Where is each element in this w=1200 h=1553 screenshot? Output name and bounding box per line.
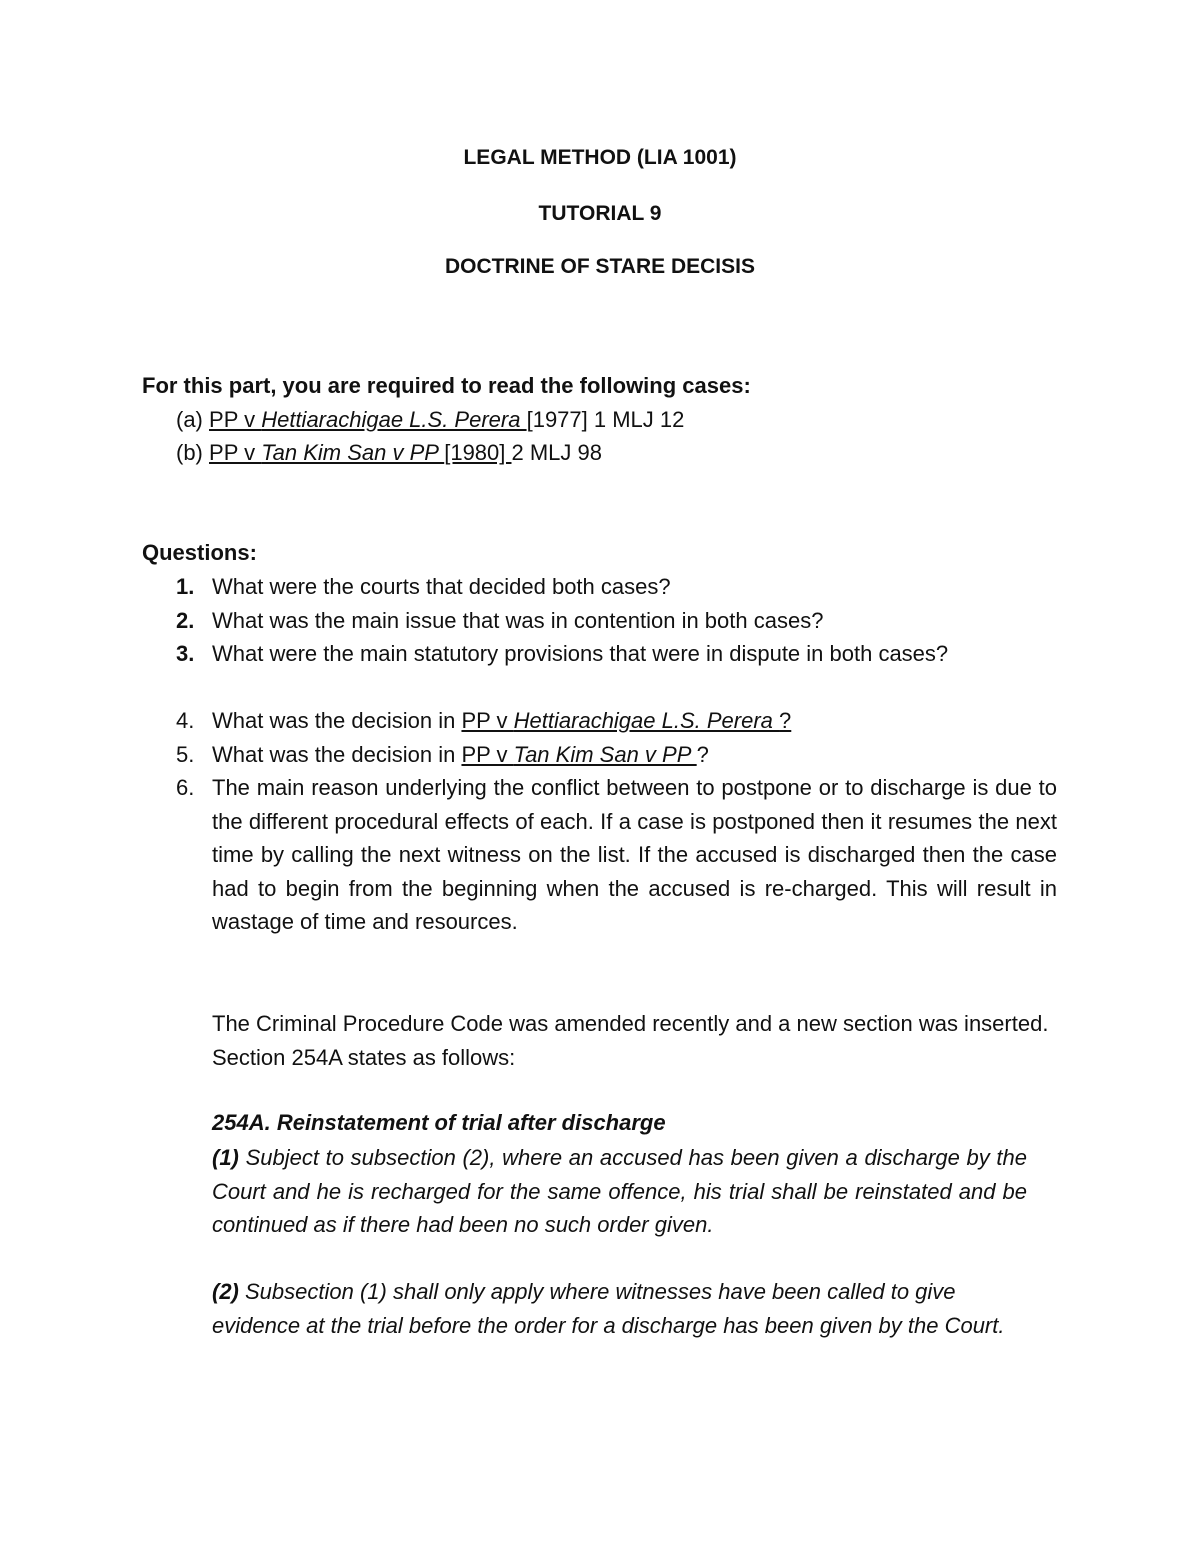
case-citation: 2 MLJ 98	[511, 440, 602, 465]
question-number: 1.	[176, 574, 195, 599]
case-citation: 1977] 1 MLJ 12	[532, 407, 685, 432]
amendment-intro: The Criminal Procedure Code was amended recently and a new section was inserted. Section 254A states as follows:	[212, 1011, 1049, 1070]
question-3: What were the main statutory provisions that were in dispute in both cases?	[212, 641, 949, 666]
case-link[interactable]: PP v Hettiarachigae L.S. Perera [	[209, 407, 533, 432]
case-marker: (b)	[176, 440, 203, 465]
case-link[interactable]: PP v Tan Kim San v PP [1980]	[209, 440, 512, 465]
questions-heading: Questions:	[142, 540, 257, 565]
question-2: What was the main issue that was in contention in both cases?	[212, 608, 824, 633]
question-1: What were the courts that decided both cases?	[212, 574, 671, 599]
case-item-a	[176, 405, 684, 435]
question-number: 5.	[176, 742, 195, 767]
question-number: 2.	[176, 608, 195, 633]
topic-title: DOCTRINE OF STARE DECISIS	[445, 255, 755, 278]
case-item-b	[176, 438, 602, 468]
question-number: 6.	[176, 775, 195, 800]
question-5: What was the decision in PP v Tan Kim San v PP ?	[212, 742, 709, 767]
course-title: LEGAL METHOD (LIA 1001)	[463, 146, 737, 169]
case-marker: (a)	[176, 407, 203, 432]
cases-intro: For this part, you are required to read the following cases:	[142, 373, 751, 398]
question-number: 3.	[176, 641, 195, 666]
case-link[interactable]: PP v Hettiarachigae L.S. Perera ?	[461, 708, 792, 733]
question-4: What was the decision in PP v Hettiarachigae L.S. Perera ?	[212, 708, 792, 733]
tutorial-number: TUTORIAL 9	[538, 202, 662, 225]
subsection-2: (2) Subsection (1) shall only apply where witnesses have been called to give evidence at the trial before the order for a discharge has been given by the Court.	[212, 1279, 1005, 1338]
question-6: The main reason underlying the conflict between to postpone or to discharge is due to the different procedural effects of each. If a case is postponed then it resumes the next time by calling the next witness on the list. If the accused is discharged then the case had to begin from the beginning when the accused is re-charged. This will result in wastage of time and resources.	[212, 775, 1057, 934]
case-link[interactable]: PP v Tan Kim San v PP	[461, 742, 697, 767]
question-number: 4.	[176, 708, 195, 733]
section-title: 254A. Reinstatement of trial after discharge	[212, 1110, 666, 1135]
subsection-1: (1) Subject to subsection (2), where an accused has been given a discharge by the Court and he is recharged for the same offence, his trial shall be reinstated and be continued as if there had been no such order given.	[212, 1145, 1027, 1237]
